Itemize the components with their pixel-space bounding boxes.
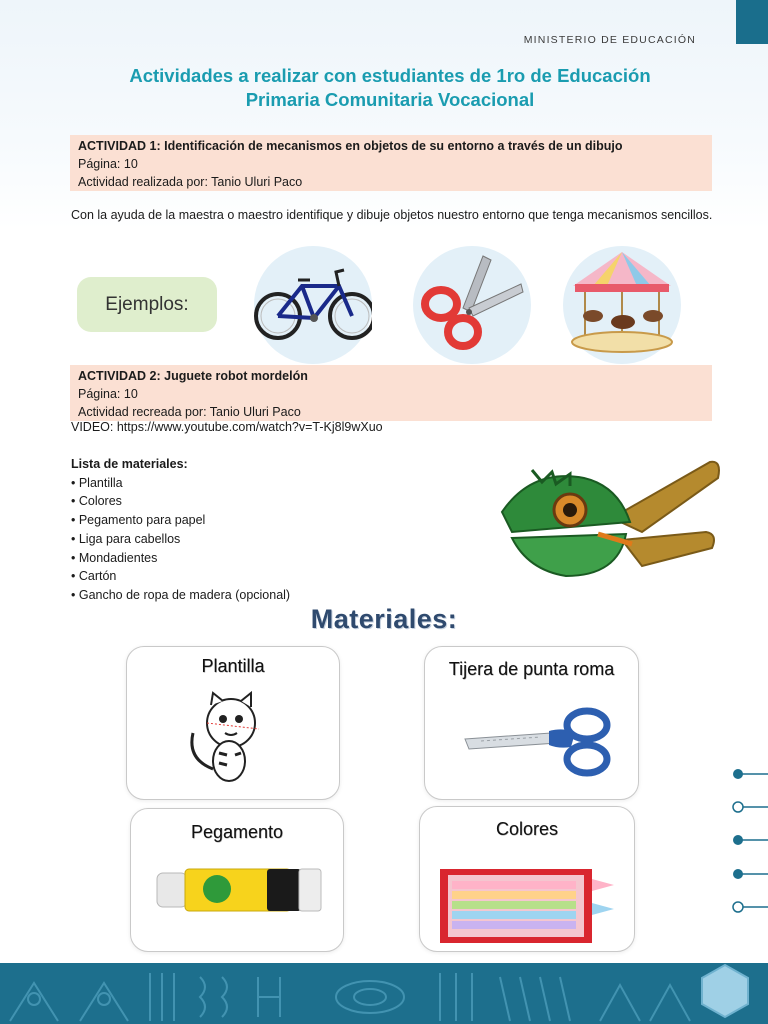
list-item: • Gancho de ropa de madera (opcional): [71, 587, 291, 602]
material-card-scissors: [424, 646, 639, 800]
list-item: • Colores: [71, 494, 122, 509]
list-item: • Mondadientes: [71, 550, 158, 565]
page-title-line2: Primaria Comunitaria Vocacional: [245, 89, 535, 110]
page-title: [60, 64, 720, 112]
corner-tab: [736, 0, 768, 44]
activity2-author: Actividad recreada por: Tanio Uluri Paco: [78, 405, 301, 419]
activity2-page: Página: 10: [78, 387, 138, 401]
scissors-example: [413, 246, 531, 364]
activity1-page: Página: 10: [78, 157, 138, 171]
material-card-label: Colores: [495, 819, 559, 839]
material-card-label: Pegamento: [190, 822, 284, 842]
materials-list-heading: Lista de materiales:: [71, 457, 188, 471]
material-card-plantilla: [126, 646, 340, 800]
list-item: • Plantilla: [71, 475, 123, 490]
instructions-text: Con la ayuda de la maestra o maestro identifique y dibuje objetos nuestro entorno que tenga mecanismos sencillos.: [71, 208, 713, 222]
bicycle-example: [254, 246, 372, 364]
round-tip-scissors-icon: [461, 703, 617, 783]
carousel-icon: [563, 246, 681, 364]
activity2-heading: ACTIVIDAD 2: Juguete robot mordelón: [78, 369, 308, 383]
material-card-label: Tijera de punta roma: [448, 659, 615, 679]
list-item: • Cartón: [71, 569, 117, 584]
material-card-colors: [419, 806, 635, 952]
list-item: • Liga para cabellos: [71, 531, 181, 546]
materials-list: [71, 455, 290, 605]
materials-title: Materiales:: [310, 604, 458, 634]
footer-band: [0, 963, 768, 1024]
footer-pattern-icon: [0, 963, 768, 1024]
video-link[interactable]: VIDEO: https://www.youtube.com/watch?v=T-Kj8l9wXuo: [71, 420, 383, 434]
cat-template-icon: [179, 689, 279, 789]
scissors-icon: [413, 246, 531, 364]
bicycle-icon: [254, 246, 372, 364]
activity1-author: Actividad realizada por: Tanio Uluri Paco: [78, 175, 303, 189]
robot-toy-illustration: [492, 448, 750, 598]
node-line-icon: [728, 760, 768, 930]
activity1-box: [70, 135, 712, 191]
robot-toy-icon: [492, 448, 750, 598]
examples-label: Ejemplos:: [77, 277, 217, 332]
ministry-label: MINISTERIO DE EDUCACIÓN: [523, 34, 696, 46]
colored-pencils-icon: [438, 863, 620, 947]
activity1-heading: ACTIVIDAD 1: Identificación de mecanismos en objetos de su entorno a través de un dibujo: [78, 139, 623, 153]
material-card-label: Plantilla: [201, 656, 265, 676]
material-card-glue: [130, 808, 344, 952]
decorative-nodes: [728, 760, 768, 930]
glue-stick-icon: [155, 861, 325, 921]
list-item: • Pegamento para papel: [71, 513, 206, 528]
activity2-box: [70, 365, 712, 421]
carousel-example: [563, 246, 681, 364]
page-title-line1: Actividades a realizar con estudiantes de 1ro de Educación: [129, 65, 651, 86]
